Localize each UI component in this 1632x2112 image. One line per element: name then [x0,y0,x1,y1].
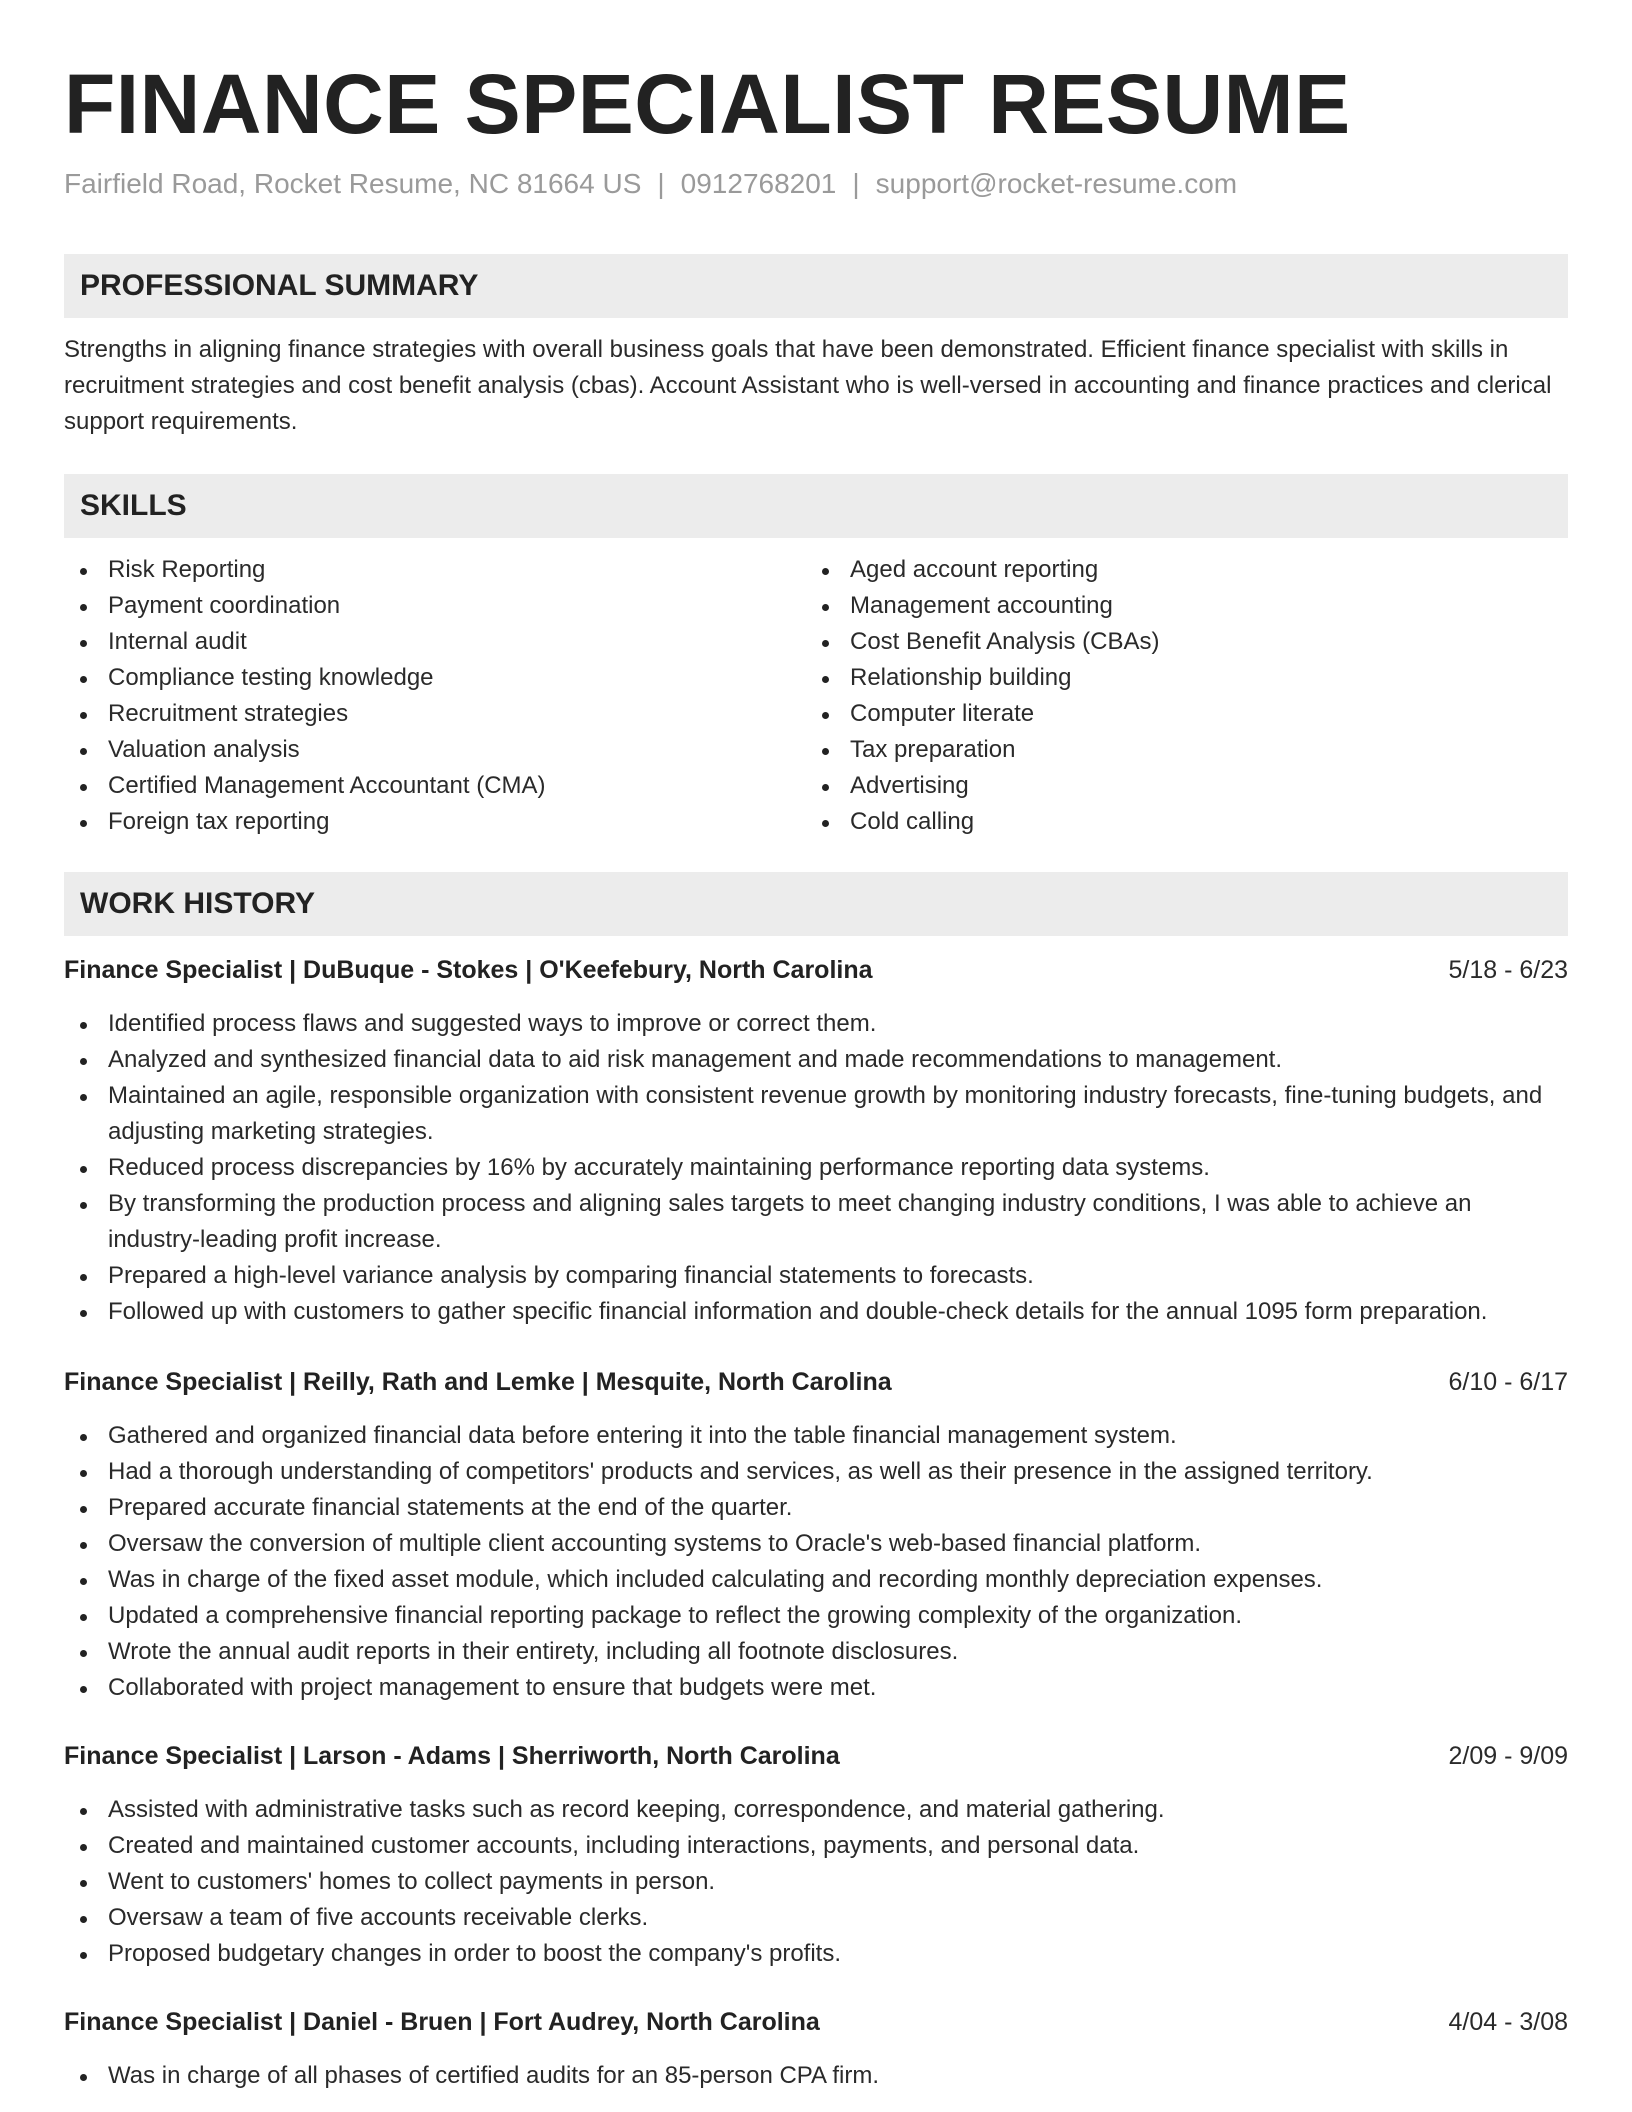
skills-column-right [806,552,1159,840]
skill-item: Advertising [806,768,1159,804]
job-bullet: Assisted with administrative tasks such as record keeping, correspondence, and material gathering. [64,1792,1568,1828]
job-bullet: Oversaw a team of five accounts receivable clerks. [64,1900,1568,1936]
job-bullet: Was in charge of all phases of certified audits for an 85-person CPA firm. [64,2058,1568,2094]
skill-item: Valuation analysis [64,732,546,768]
job-bullet: Collaborated with project management to ensure that budgets were met. [64,1670,1568,1706]
skill-item: Certified Management Accountant (CMA) [64,768,546,804]
job-bullet: Followed up with customers to gather specific financial information and double-check details for the annual 1095 form preparation. [64,1294,1568,1330]
job-bullet: Prepared accurate financial statements at the end of the quarter. [64,1490,1568,1526]
skill-item: Relationship building [806,660,1159,696]
contact-email: support@rocket-resume.com [875,168,1238,199]
job-dates: 6/10 - 6/17 [1448,1368,1568,1396]
job-bullet: Wrote the annual audit reports in their entirety, including all footnote disclosures. [64,1634,1568,1670]
skill-item: Compliance testing knowledge [64,660,546,696]
job-bullets [64,1792,1568,1972]
skills-column-left [64,552,546,840]
skill-item: Recruitment strategies [64,696,546,732]
job-bullet: Maintained an agile, responsible organization with consistent revenue growth by monitoring industry forecasts, fine-tuning budgets, and adjusting marketing strategies. [64,1078,1568,1150]
job-title: Finance Specialist | DuBuque - Stokes | O'Keefebury, North Carolina [64,956,873,984]
skill-item: Risk Reporting [64,552,546,588]
job-bullets [64,1006,1568,1330]
job-header [64,1364,1568,1400]
job-dates: 4/04 - 3/08 [1448,2008,1568,2036]
professional-summary-text: Strengths in aligning finance strategies with overall business goals that have been demonstrated. Efficient finance specialist with skills in recruitment strategies and cost benefit analysis (cbas). Account Assistant who is well-versed in accounting and finance practices and clerical support requirements. [64,336,1552,435]
job-bullet: Was in charge of the fixed asset module, which included calculating and recording monthly depreciation expenses. [64,1562,1568,1598]
job-bullet: Gathered and organized financial data before entering it into the table financial management system. [64,1418,1568,1454]
job-bullet: Created and maintained customer accounts, including interactions, payments, and personal data. [64,1828,1568,1864]
job-title: Finance Specialist | Reilly, Rath and Lemke | Mesquite, North Carolina [64,1368,892,1396]
job-bullet: Reduced process discrepancies by 16% by accurately maintaining performance reporting data systems. [64,1150,1568,1186]
job-bullet: Proposed budgetary changes in order to boost the company's profits. [64,1936,1568,1972]
job-bullet: Went to customers' homes to collect payments in person. [64,1864,1568,1900]
skill-item: Foreign tax reporting [64,804,546,840]
contact-separator: | [657,168,665,199]
skill-item: Computer literate [806,696,1159,732]
job-title: Finance Specialist | Larson - Adams | Sherriworth, North Carolina [64,1742,840,1770]
skill-item: Tax preparation [806,732,1159,768]
skill-item: Internal audit [64,624,546,660]
job-dates: 5/18 - 6/23 [1448,956,1568,984]
skill-item: Payment coordination [64,588,546,624]
skill-item: Management accounting [806,588,1159,624]
job-bullet: Analyzed and synthesized financial data to aid risk management and made recommendations to management. [64,1042,1568,1078]
job-bullet: Prepared a high-level variance analysis by comparing financial statements to forecasts. [64,1258,1568,1294]
job-bullet: Had a thorough understanding of competitors' products and services, as well as their presence in the assigned territory. [64,1454,1568,1490]
professional-summary-heading: PROFESSIONAL SUMMARY [64,254,1568,318]
work-history-heading: WORK HISTORY [64,872,1568,936]
contact-address: Fairfield Road, Rocket Resume, NC 81664 US [64,168,642,199]
skill-item: Aged account reporting [806,552,1159,588]
job-bullet: By transforming the production process and aligning sales targets to meet changing industry conditions, I was able to achieve an industry-leading profit increase. [64,1186,1568,1258]
contact-line [64,166,1237,202]
job-title: Finance Specialist | Daniel - Bruen | Fort Audrey, North Carolina [64,2008,820,2036]
job-header [64,2004,1568,2040]
contact-phone: 0912768201 [680,168,837,199]
job-dates: 2/09 - 9/09 [1448,1742,1568,1770]
job-header [64,1738,1568,1774]
skills-heading: SKILLS [64,474,1568,538]
job-bullets [64,1418,1568,1706]
skill-item: Cold calling [806,804,1159,840]
skill-item: Cost Benefit Analysis (CBAs) [806,624,1159,660]
job-header [64,952,1568,988]
job-bullet: Updated a comprehensive financial reporting package to reflect the growing complexity of the organization. [64,1598,1568,1634]
job-bullets [64,2058,1568,2094]
resume-title: FINANCE SPECIALIST RESUME [64,57,1351,151]
job-bullet: Identified process flaws and suggested ways to improve or correct them. [64,1006,1568,1042]
job-bullet: Oversaw the conversion of multiple client accounting systems to Oracle's web-based financial platform. [64,1526,1568,1562]
contact-separator: | [852,168,860,199]
